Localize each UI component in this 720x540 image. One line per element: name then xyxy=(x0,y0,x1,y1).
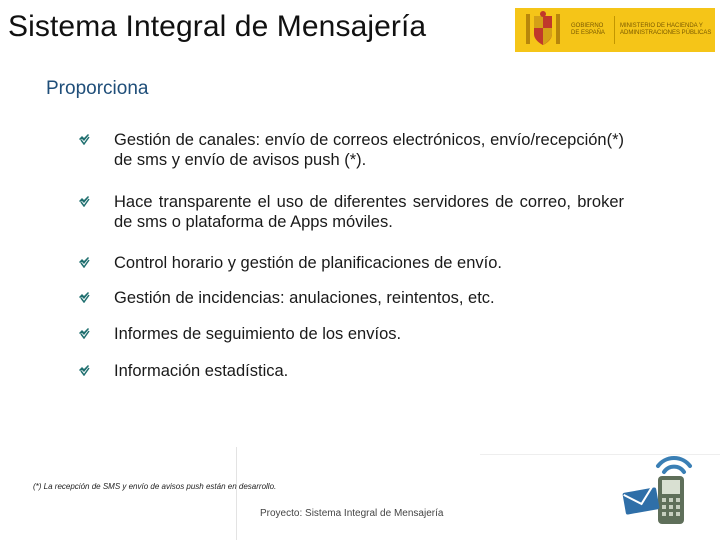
bullet-text: Gestión de canales: envío de correos electrónicos, envío/recepción(*) de sms y envío de avisos push (*). xyxy=(114,131,624,169)
checkmark-diamond-icon xyxy=(78,288,114,308)
bullet-text: Control horario y gestión de planificaciones de envío. xyxy=(114,254,502,272)
checkmark-diamond-icon xyxy=(78,130,114,170)
bullet-item xyxy=(78,192,624,232)
envelope-phone-wifi-icon xyxy=(618,452,698,528)
bullet-item xyxy=(78,324,624,344)
gobierno-label: GOBIERNO DE ESPAÑA xyxy=(571,23,605,36)
slide-title: Sistema Integral de Mensajería xyxy=(8,10,427,43)
footnote: (*) La recepción de SMS y envío de avisos push están en desarrollo. xyxy=(33,482,277,491)
bullet-item xyxy=(78,288,624,308)
government-logo xyxy=(515,8,715,52)
bullet-text: Información estadística. xyxy=(114,362,289,380)
ministerio-label: MINISTERIO DE HACIENDA Y ADMINISTRACIONES PÚBLICAS xyxy=(620,23,712,36)
checkmark-diamond-icon xyxy=(78,324,114,344)
bullet-item xyxy=(78,361,624,381)
checkmark-diamond-icon xyxy=(78,253,114,273)
coat-of-arms-icon xyxy=(523,10,563,50)
bullet-text: Informes de seguimiento de los envíos. xyxy=(114,325,402,343)
bullet-text: Hace transparente el uso de diferentes servidores de correo, broker de sms o plataforma de Apps móviles. xyxy=(114,193,624,231)
checkmark-diamond-icon xyxy=(78,361,114,381)
footer-project-label: Proyecto: Sistema Integral de Mensajería xyxy=(260,508,444,519)
decorative-divider-vertical xyxy=(236,447,237,540)
section-subtitle: Proporciona xyxy=(46,78,149,99)
bullet-item xyxy=(78,130,624,170)
checkmark-diamond-icon xyxy=(78,192,114,232)
bullet-item xyxy=(78,253,624,273)
logo-divider xyxy=(614,16,615,44)
bullet-text: Gestión de incidencias: anulaciones, reintentos, etc. xyxy=(114,289,495,307)
